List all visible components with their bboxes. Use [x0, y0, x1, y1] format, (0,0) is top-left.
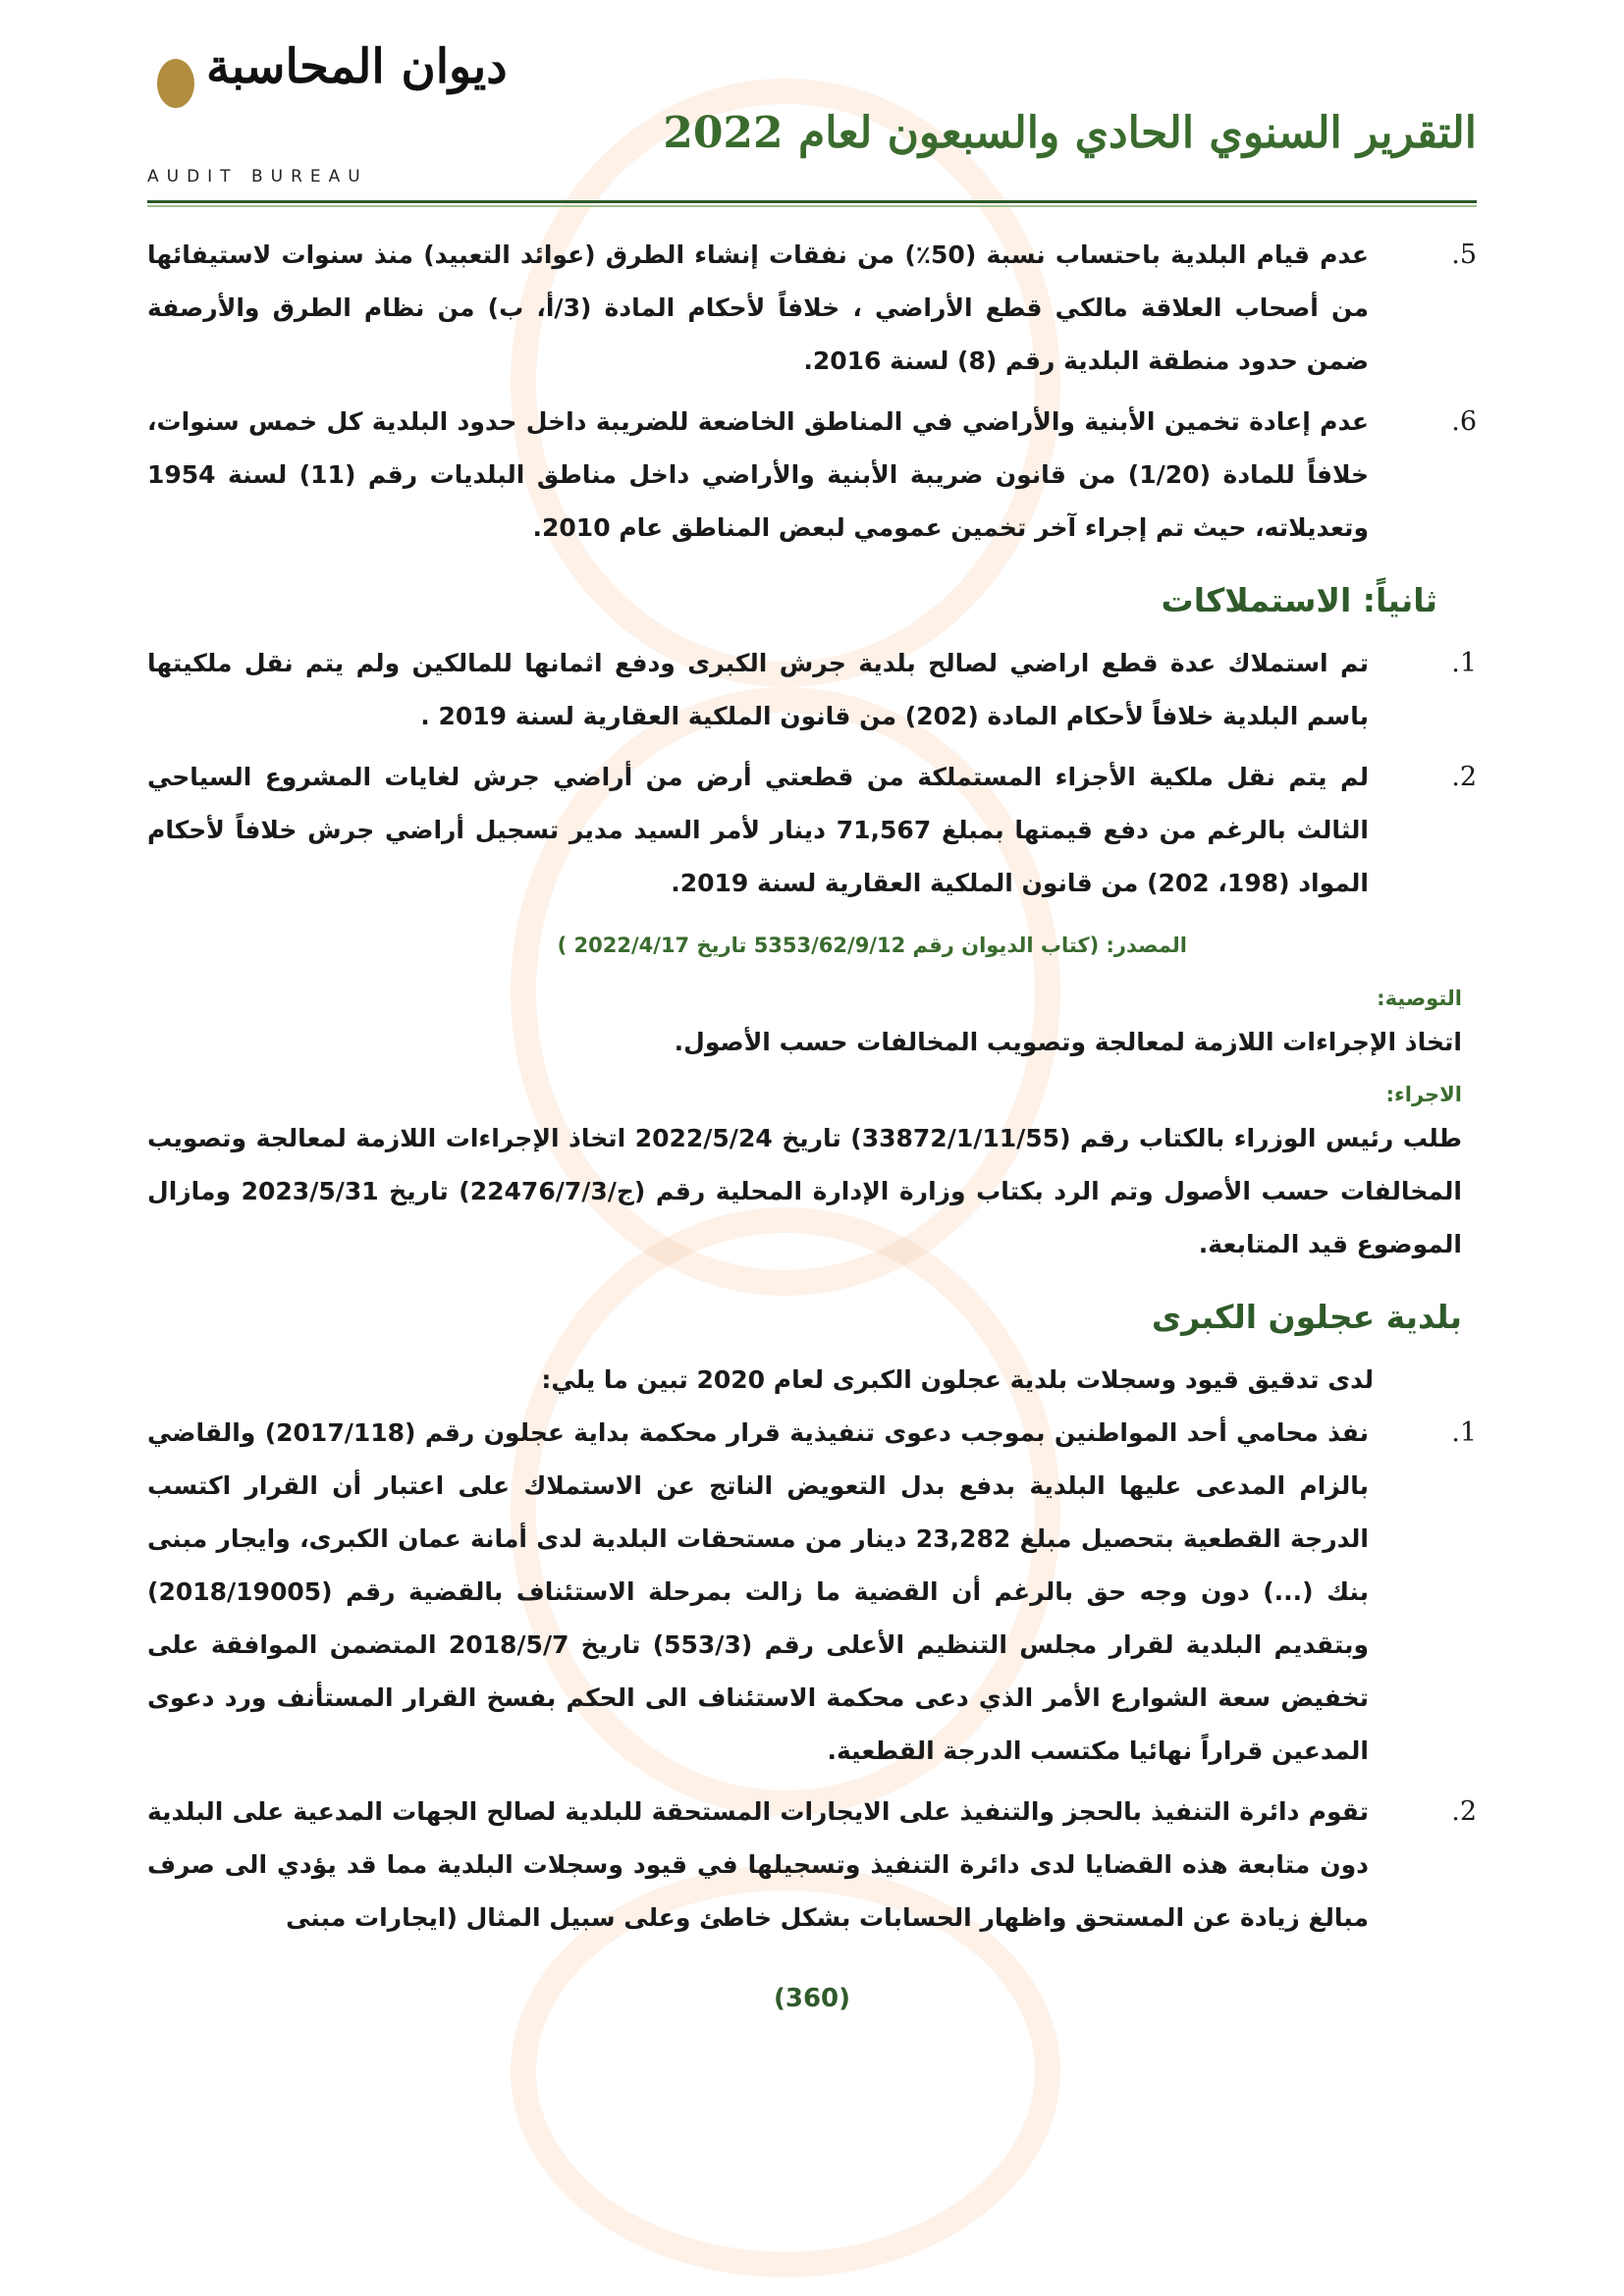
list-item — [147, 396, 1477, 555]
logo-arabic-text: ديوان المحاسبة — [206, 39, 508, 94]
list-item — [147, 1407, 1477, 1778]
audit-bureau-logo — [147, 39, 508, 187]
item-text: تقوم دائرة التنفيذ بالحجز والتنفيذ على الايجارات المستحقة للبلدية لصالح الجهات المدعية على البلدية دون متابعة هذه القضايا لدى دائرة التنفيذ وتسجيلها في قيود وسجلات البلدية مما قد يؤدي الى صرف مبالغ زيادة عن المستحق واظهار الحسابات بشكل خاطئ وعلى سبيل المثال (ايجارات مبنى — [147, 1797, 1369, 1932]
list-item — [147, 637, 1477, 743]
seal-icon — [157, 59, 194, 108]
item-text: نفذ محامي أحد المواطنين بموجب دعوى تنفيذية قرار محكمة بداية عجلون رقم (2017/118) والقاضي بالزام المدعى عليها البلدية بدفع بدل التعويض الناتج عن الاستملاك على اعتبار أن القرار اكتسب الدرجة القطعية بتحصيل مبلغ 23,282 دينار من مستحقات البلدية لدى أمانة عمان الكبرى، وايجار مبنى بنك (...) دون وجه حق بالرغم أن القضية ما زالت بمرحلة الاستئناف بالقضية رقم (2018/19005) وبتقديم البلدية لقرار مجلس التنظيم الأعلى رقم (553/3) تاريخ 2018/5/7 المتضمن الموافقة على تخفيض سعة الشوارع الأمر الذي دعى محكمة الاستئناف الى الحكم بفسخ القرار المستأنف ورد دعوى المدعين قراراً نهائيا مكتسب الدرجة القطعية. — [147, 1418, 1370, 1765]
section-heading-expropriations: ثانياً: الاستملاكات — [1161, 581, 1437, 619]
page-content — [147, 211, 1477, 1945]
section-heading-ajloun: بلدية عجلون الكبرى — [1151, 1298, 1462, 1336]
report-title: التقرير السنوي الحادي والسبعون لعام 2022 — [663, 108, 1477, 158]
page-header — [0, 0, 1624, 211]
item-number: 6. — [1451, 406, 1477, 437]
item-text: تم استملاك عدة قطع اراضي لصالح بلدية جرش الكبرى ودفع اثمانها للمالكين ولم يتم نقل ملكيتها باسم البلدية خلافاً لأحكام المادة (202) من قانون الملكية العقارية لسنة 2019 . — [147, 649, 1369, 730]
recommendation-label: التوصية: — [1377, 987, 1462, 1010]
page-number: (360) — [773, 1984, 851, 2013]
expropriations-list — [147, 637, 1477, 910]
action-text: طلب رئيس الوزراء بالكتاب رقم (33872/1/11/55) تاريخ 2022/5/24 اتخاذ الإجراءات اللازمة لمعالجة وتصويب المخالفات حسب الأصول وتم الرد بكتاب وزارة الإدارة المحلية رقم (ج/22476/7/3) تاريخ 2023/5/31 ومازال الموضوع قيد المتابعة. — [147, 1124, 1463, 1258]
item-number: 2. — [1451, 1796, 1477, 1827]
violations-list — [147, 229, 1477, 555]
header-divider — [147, 200, 1477, 203]
action-label: الاجراء: — [1385, 1083, 1462, 1106]
list-item — [147, 1786, 1477, 1945]
item-number: 5. — [1451, 240, 1477, 270]
item-number: 1. — [1451, 1417, 1477, 1448]
logo-english-text: AUDIT BUREAU — [147, 167, 368, 187]
ajloun-intro: لدى تدقيق قيود وسجلات بلدية عجلون الكبرى لعام 2020 تبين ما يلي: — [541, 1365, 1374, 1394]
source-reference: المصدر: (كتاب الديوان رقم 5353/62/9/12 تاريخ 2022/4/17 ) — [557, 934, 1187, 957]
ajloun-list — [147, 1407, 1477, 1945]
item-number: 1. — [1451, 648, 1477, 678]
item-text: لم يتم نقل ملكية الأجزاء المستملكة من قطعتي أرض من أراضي جرش لغايات المشروع السياحي الثالث بالرغم من دفع قيمتها بمبلغ 71,567 دينار لأمر السيد مدير تسجيل أراضي جرش خلافاً لأحكام المواد (198، 202) من قانون الملكية العقارية لسنة 2019. — [147, 763, 1369, 897]
item-text: عدم قيام البلدية باحتساب نسبة (50٪) من نفقات إنشاء الطرق (عوائد التعبيد) منذ سنوات لاستيفائها من أصحاب العلاقة مالكي قطع الأراضي ، خلافاً لأحكام المادة (3/أ، ب) من نظام الطرق والأرصفة ضمن حدود منطقة البلدية رقم (8) لسنة 2016. — [147, 240, 1369, 375]
item-text: عدم إعادة تخمين الأبنية والأراضي في المناطق الخاضعة للضريبة داخل حدود البلدية كل خمس سنوات، خلافاً للمادة (1/20) من قانون ضريبة الأبنية والأراضي داخل مناطق البلديات رقم (11) لسنة 1954 وتعديلاته، حيث تم إجراء آخر تخمين عمومي لبعض المناطق عام 2010. — [147, 407, 1369, 542]
recommendation-text: اتخاذ الإجراءات اللازمة لمعالجة وتصويب المخالفات حسب الأصول. — [674, 1028, 1462, 1056]
list-item — [147, 229, 1477, 388]
item-number: 2. — [1451, 762, 1477, 792]
list-item — [147, 751, 1477, 910]
header-divider-secondary — [147, 205, 1477, 207]
